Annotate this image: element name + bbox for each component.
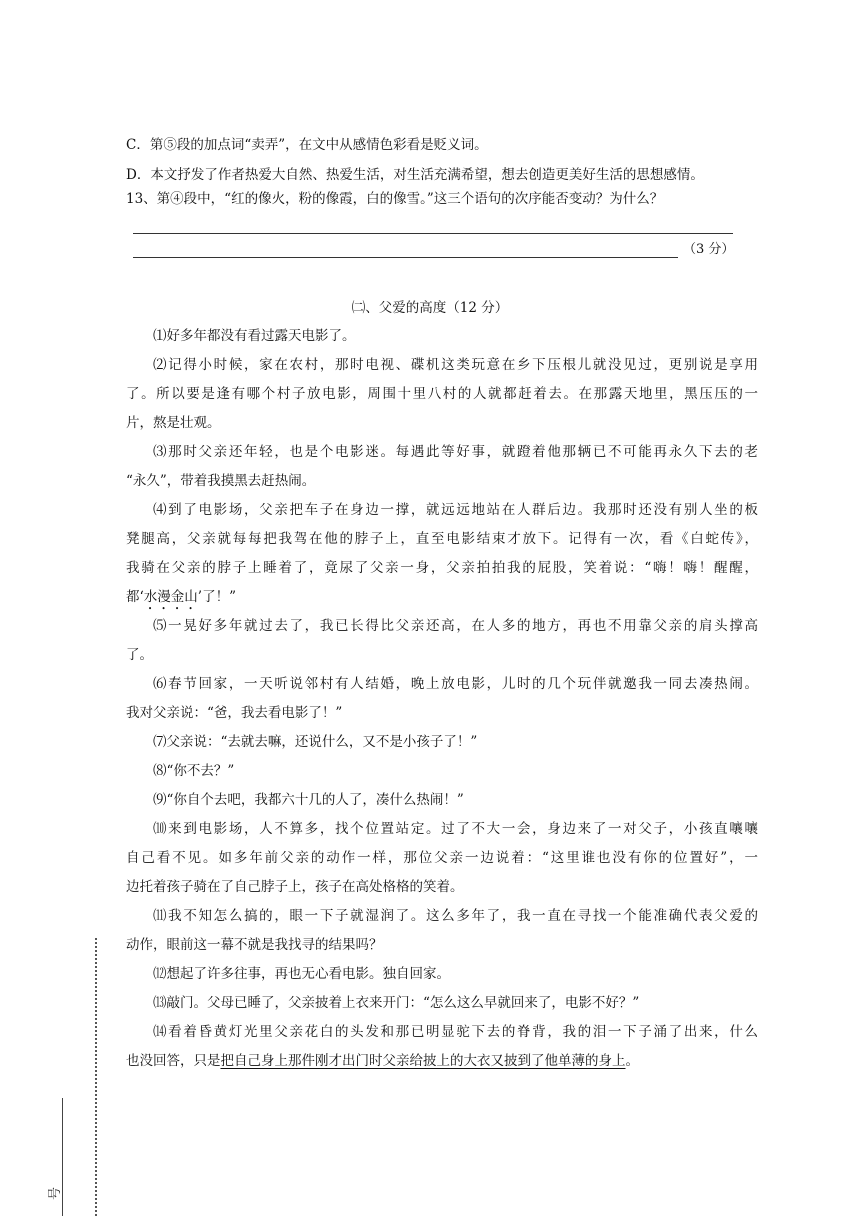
paragraph-11: ⑾我不知怎么搞的，眼一下子就湿润了。这么多年了，我一直在寻找一个能准确代表父爱的 [153, 908, 758, 924]
paragraph-4-line: 我骑在父亲的脖子上睡着了，竟尿了父亲一身，父亲拍拍我的屁股，笑着说：“嗨！嗨！醒醒， [126, 560, 758, 576]
paragraph-2-line: 片，熬是壮观。 [126, 415, 221, 431]
q12-option-d: D．本文抒发了作者热爱大自然、热爱生活，对生活充满希望，想去创造更美好生活的思想感情。 [126, 167, 704, 183]
paragraph-14-text-pre: 也没回答，只是 [126, 1053, 221, 1069]
paragraph-6: ⑹春节回家，一天听说邻村有人结婚，晚上放电影，儿时的几个玩伴就邀我一同去凑热闹。 [153, 676, 758, 692]
dotted-phrase: 水漫金山 [143, 589, 198, 605]
paragraph-12: ⑿想起了许多往事，再也无心看电影。独自回家。 [153, 966, 450, 982]
paragraph-10-line: 边托着孩子骑在了自己脖子上，孩子在高处格格的笑着。 [126, 879, 464, 895]
paragraph-3: ⑶那时父亲还年轻，也是个电影迷。每遇此等好事，就蹬着他那辆已不可能再永久下去的老 [153, 444, 758, 460]
paragraph-1: ⑴好多年都没有看过露天电影了。 [153, 328, 356, 344]
paragraph-2: ⑵记得小时候，家在农村，那时电视、碟机这类玩意在乡下压根儿就没见过，更别说是享用 [153, 357, 758, 373]
article-body [126, 322, 758, 1076]
paragraph-14-text-post: 。 [625, 1053, 639, 1069]
paragraph-4-text-post: ’了！” [197, 589, 236, 605]
paragraph-3-line: “永久”，带着我摸黑去赶热闹。 [126, 473, 316, 489]
paragraph-4: ⑷到了电影场，父亲把车子在身边一撑，就远远地站在人群后边。我那时还没有别人坐的板 [153, 502, 758, 518]
underlined-sentence: 把自己身上那件刚才出门时父亲给披上的大衣又披到了他单薄的身上 [220, 1053, 626, 1069]
q13-question: 13、第④段中，“红的像火，粉的像霞，白的像雪。”这三个语句的次序能否变动？为什么？ [126, 191, 664, 207]
paragraph-10-line: 自己看不见。如多年前父亲的动作一样，那位父亲一边说着：“这里谁也没有你的位置好”，一 [126, 850, 758, 866]
paragraph-7: ⑺父亲说：“去就去嘛，还说什么，又不是小孩子了！” [153, 734, 478, 750]
paragraph-6-line: 我对父亲说：“爸，我去看电影了！” [126, 705, 343, 721]
paragraph-9: ⑼“你自个去吧，我都六十几的人了，凑什么热闹！” [153, 792, 464, 808]
answer-line-1[interactable] [133, 233, 733, 234]
paragraph-14: ⒁看着昏黄灯光里父亲花白的头发和那已明显驼下去的脊背，我的泪一下子涌了出来，什么 [153, 1024, 758, 1040]
binding-dotted-line [95, 938, 97, 1216]
q12-option-c: C．第⑤段的加点词“卖弄”，在文中从感情色彩看是贬义词。 [126, 137, 488, 153]
paragraph-13: ⒀敲门。父母已睡了，父亲披着上衣来开门：“怎么这么早就回来了，电影不好？” [153, 995, 640, 1011]
paragraph-8: ⑻“你不去？” [153, 763, 235, 779]
paragraph-4-line [126, 583, 758, 612]
paragraph-14-line [126, 1047, 758, 1076]
binding-label: 号 [48, 1186, 63, 1200]
paragraph-4-line: 凳腿高，父亲就每每把我驾在他的脖子上，直至电影结束才放下。记得有一次，看《白蛇传》， [126, 531, 758, 547]
paragraph-5-line: 了。 [126, 647, 153, 663]
paragraph-4-text-pre: 都‘ [126, 589, 144, 605]
paragraph-10: ⑽来到电影场，人不算多，找个位置站定。过了不大一会，身边来了一对父子，小孩直嚷嚷 [153, 821, 758, 837]
q13-score: （3 分） [683, 242, 735, 257]
answer-line-2[interactable] [133, 257, 678, 258]
paragraph-11-line: 动作，眼前这一幕不就是我找寻的结果吗？ [126, 937, 383, 953]
paragraph-2-line: 了。所以要是逢有哪个村子放电影，周围十里八村的人就都赶着去。在那露天地里，黑压压的一 [126, 386, 758, 402]
paragraph-5: ⑸一晃好多年就过去了，我已长得比父亲还高，在人多的地方，再也不用靠父亲的肩头撑高 [153, 618, 758, 634]
section-title: ㈡、父爱的高度（12 分） [351, 300, 509, 316]
